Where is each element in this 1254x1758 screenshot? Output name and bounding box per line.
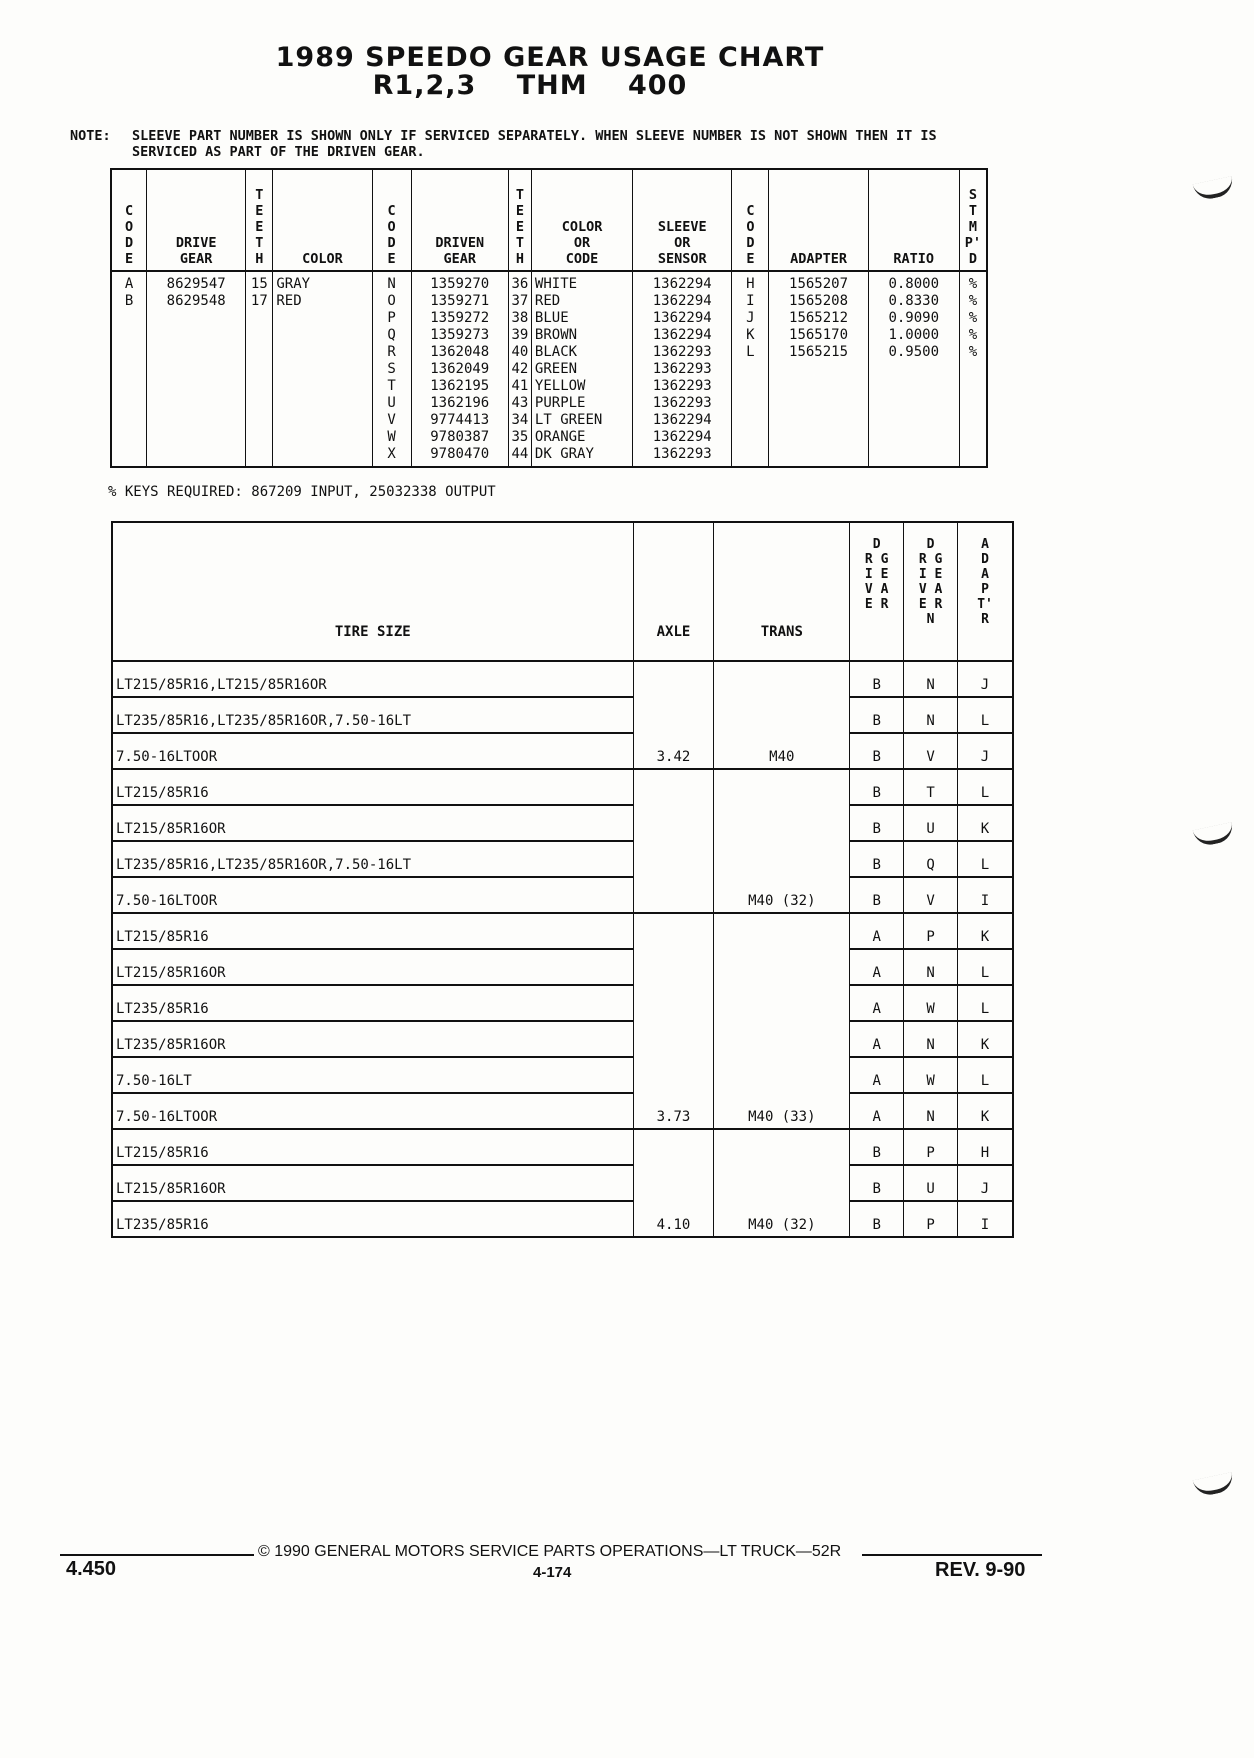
driven-code: V <box>387 412 396 428</box>
tire-size: LT215/85R16,LT215/85R16OR <box>112 661 633 697</box>
table-row <box>112 1165 1013 1201</box>
drive-gear-code: B <box>850 733 904 769</box>
col-trans: TRANS <box>714 522 850 661</box>
col-stmpd: S T M P' D <box>959 169 987 271</box>
driven-gear-number: 9774413 <box>430 412 490 428</box>
driven-gear-code: N <box>904 661 958 697</box>
axle-ratio <box>633 769 714 913</box>
page-subtitle: R1,2,3 THM 400 <box>372 70 688 101</box>
page-number: 4.450 <box>66 1558 117 1580</box>
driven-code: W <box>387 429 396 445</box>
driven-teeth: 43 <box>511 395 529 411</box>
driven-gear-code: V <box>904 877 958 913</box>
driven-teeth: 44 <box>511 446 529 462</box>
driven-gear-number: 1362048 <box>430 344 490 360</box>
driven-gear-code: N <box>904 949 958 985</box>
drive-gear-code: B <box>850 1165 904 1201</box>
drive-color-column <box>273 271 372 467</box>
stamped-mark: % <box>968 327 978 343</box>
driven-gear-code: U <box>904 1165 958 1201</box>
sleeve-number: 1362293 <box>652 361 712 377</box>
adapter-code: I <box>746 293 755 309</box>
adapter-code: H <box>958 1129 1013 1165</box>
adapter-code: K <box>958 1093 1013 1129</box>
tire-size: 7.50-16LTOOR <box>112 733 633 769</box>
table-row <box>112 841 1013 877</box>
driven-gear-number: 1359272 <box>430 310 490 326</box>
footer-rule-right <box>862 1554 1042 1556</box>
col-code2: C O D E <box>372 169 411 271</box>
col-adapter: A D A P T' R <box>958 522 1013 661</box>
drive-gear-code: B <box>850 769 904 805</box>
drive-teeth-column <box>246 271 273 467</box>
driven-teeth: 34 <box>511 412 529 428</box>
col-tire-size: TIRE SIZE <box>112 522 633 661</box>
driven-color: ORANGE <box>534 429 586 445</box>
col-teeth2: T E E T H <box>508 169 531 271</box>
drive-color: RED <box>276 293 302 309</box>
tire-size: LT235/85R16,LT235/85R16OR,7.50-16LT <box>112 841 633 877</box>
adapter-code: L <box>746 344 755 360</box>
driven-color: RED <box>534 293 561 309</box>
col-driven-gear: DRIVEN GEAR <box>411 169 508 271</box>
drive-teeth: 17 <box>250 293 268 309</box>
col-drive-gear: DRIVE GEAR <box>147 169 246 271</box>
adapter-number: 1565170 <box>789 327 849 343</box>
drive-gear-code: A <box>850 985 904 1021</box>
tire-size: 7.50-16LTOOR <box>112 1093 633 1129</box>
adapter-code: J <box>958 1165 1013 1201</box>
driven-gear-code: N <box>904 697 958 733</box>
drive-gear-code: A <box>850 1093 904 1129</box>
driven-code: R <box>387 344 396 360</box>
driven-teeth: 36 <box>511 276 529 292</box>
driven-teeth: 39 <box>511 327 529 343</box>
transmission: M40 <box>714 661 850 769</box>
drive-gear-code: A <box>850 1057 904 1093</box>
driven-gear-number: 1359270 <box>430 276 490 292</box>
ratio-value: 0.8000 <box>888 276 940 292</box>
col-color-code: COLOR OR CODE <box>531 169 632 271</box>
transmission: M40 (32) <box>714 769 850 913</box>
driven-code: U <box>387 395 396 411</box>
table-row <box>112 1093 1013 1129</box>
adapter-code: J <box>958 661 1013 697</box>
driven-gear-number: 1359273 <box>430 327 490 343</box>
table-row <box>112 1057 1013 1093</box>
driven-code: Q <box>387 327 396 343</box>
drive-color: GRAY <box>276 276 311 292</box>
driven-gear-column <box>411 271 508 467</box>
drive-gear-number: 8629547 <box>166 276 226 292</box>
driven-teeth: 42 <box>511 361 529 377</box>
driven-color: BLACK <box>534 344 578 360</box>
table-row <box>112 949 1013 985</box>
adapter-code: J <box>746 310 755 326</box>
note-line2: SERVICED AS PART OF THE DRIVEN GEAR. <box>132 144 425 160</box>
ratio-value: 0.9500 <box>888 344 940 360</box>
binder-hole-mark <box>1193 822 1236 848</box>
adapter-number: 1565212 <box>789 310 849 326</box>
table-row <box>112 661 1013 697</box>
driven-gear-code: P <box>904 1201 958 1237</box>
col-color: COLOR <box>273 169 372 271</box>
driven-color: LT GREEN <box>534 412 603 428</box>
drive-teeth: 15 <box>250 276 268 292</box>
table-row <box>112 985 1013 1021</box>
table-row <box>112 913 1013 949</box>
adapter-column <box>769 271 868 467</box>
note-line1: SLEEVE PART NUMBER IS SHOWN ONLY IF SERVICED SEPARATELY. WHEN SLEEVE NUMBER IS NOT SHOWN THEN IT IS <box>132 128 937 144</box>
col-drive-gear: D R G I E V A E R <box>850 522 904 661</box>
adapter-code: H <box>746 276 755 292</box>
tire-size: LT215/85R16OR <box>112 805 633 841</box>
driven-teeth-column <box>508 271 531 467</box>
driven-color: WHITE <box>534 276 578 292</box>
driven-gear-code: U <box>904 805 958 841</box>
col-axle: AXLE <box>633 522 714 661</box>
drive-gear-code: A <box>850 913 904 949</box>
page-title: 1989 SPEEDO GEAR USAGE CHART <box>275 42 825 73</box>
drive-gear-code: B <box>850 661 904 697</box>
page-index: 4-174 <box>533 1564 572 1581</box>
driven-code-column <box>372 271 411 467</box>
table-row <box>112 697 1013 733</box>
adapter-code: L <box>958 841 1013 877</box>
copyright: © 1990 GENERAL MOTORS SERVICE PARTS OPERATIONS—LT TRUCK—52R <box>258 1543 842 1560</box>
adapter-code: L <box>958 949 1013 985</box>
driven-color: BLUE <box>534 310 569 326</box>
tire-size: LT215/85R16 <box>112 1129 633 1165</box>
table-row <box>112 877 1013 913</box>
transmission: M40 (32) <box>714 1129 850 1237</box>
tire-size: LT235/85R16 <box>112 985 633 1021</box>
table-row <box>112 1129 1013 1165</box>
col-sleeve: SLEEVE OR SENSOR <box>633 169 732 271</box>
driven-gear-number: 1359271 <box>430 293 490 309</box>
sleeve-number: 1362293 <box>652 446 712 462</box>
sleeve-column <box>633 271 732 467</box>
driven-code: S <box>387 361 396 377</box>
tire-size: LT235/85R16 <box>112 1201 633 1237</box>
tire-size: LT215/85R16 <box>112 769 633 805</box>
drive-gear-code: A <box>850 949 904 985</box>
table-row <box>112 1201 1013 1237</box>
driven-color: BROWN <box>534 327 578 343</box>
gear-table-body <box>111 271 987 467</box>
footer-rule-left <box>60 1554 250 1556</box>
tire-size: LT235/85R16,LT235/85R16OR,7.50-16LT <box>112 697 633 733</box>
adapter-code: K <box>958 1021 1013 1057</box>
sleeve-number: 1362294 <box>652 276 712 292</box>
adapter-code: K <box>958 805 1013 841</box>
driven-gear-code: T <box>904 769 958 805</box>
table-row <box>112 1021 1013 1057</box>
stamped-mark: % <box>968 293 978 309</box>
sleeve-note <box>70 128 937 160</box>
adapter-code: L <box>958 697 1013 733</box>
table-row <box>112 733 1013 769</box>
tire-size: LT235/85R16OR <box>112 1021 633 1057</box>
drive-code: A <box>124 276 134 292</box>
drive-gear-code: B <box>850 1201 904 1237</box>
ratio-value: 0.8330 <box>888 293 940 309</box>
driven-code: O <box>387 293 396 309</box>
driven-gear-code: W <box>904 985 958 1021</box>
drive-gear-code: B <box>850 841 904 877</box>
adapter-code-column <box>732 271 769 467</box>
driven-gear-number: 1362049 <box>430 361 490 377</box>
sleeve-number: 1362294 <box>652 293 712 309</box>
stamped-mark: % <box>968 344 978 360</box>
adapter-code: J <box>958 733 1013 769</box>
drive-gear-code: B <box>850 1129 904 1165</box>
sleeve-number: 1362294 <box>652 429 712 445</box>
ratio-column <box>868 271 959 467</box>
driven-gear-code: N <box>904 1093 958 1129</box>
transmission: M40 (33) <box>714 913 850 1129</box>
stamped-mark: % <box>968 310 978 326</box>
ratio-value: 1.0000 <box>888 327 940 343</box>
driven-code: T <box>387 378 396 394</box>
driven-gear-number: 9780387 <box>430 429 490 445</box>
binder-hole-mark <box>1193 1472 1236 1498</box>
sleeve-number: 1362293 <box>652 395 712 411</box>
sleeve-number: 1362294 <box>652 412 712 428</box>
drive-gear-number: 8629548 <box>166 293 226 309</box>
axle-ratio: 4.10 <box>633 1129 714 1237</box>
driven-gear-code: Q <box>904 841 958 877</box>
col-code: C O D E <box>111 169 147 271</box>
driven-gear-code: P <box>904 1129 958 1165</box>
driven-gear-number: 1362195 <box>430 378 490 394</box>
sleeve-number: 1362294 <box>652 310 712 326</box>
tire-table-body <box>112 661 1013 1237</box>
drive-gear-code: B <box>850 697 904 733</box>
tire-size: 7.50-16LTOOR <box>112 877 633 913</box>
binder-hole-mark <box>1193 176 1236 202</box>
adapter-code: L <box>958 985 1013 1021</box>
drive-gear-code: B <box>850 877 904 913</box>
adapter-code: L <box>958 769 1013 805</box>
driven-teeth: 40 <box>511 344 529 360</box>
driven-color: PURPLE <box>534 395 586 411</box>
drive-gear-code: A <box>850 1021 904 1057</box>
driven-gear-code: P <box>904 913 958 949</box>
drive-gear-column <box>147 271 246 467</box>
col-adapter: ADAPTER <box>769 169 868 271</box>
note-label: NOTE: <box>70 128 111 144</box>
driven-gear-code: N <box>904 1021 958 1057</box>
driven-code: P <box>387 310 396 326</box>
driven-gear-code: W <box>904 1057 958 1093</box>
driven-teeth: 38 <box>511 310 529 326</box>
driven-gear-number: 1362196 <box>430 395 490 411</box>
revision: REV. 9-90 <box>935 1559 1026 1581</box>
tire-size: LT215/85R16OR <box>112 1165 633 1201</box>
sleeve-number: 1362293 <box>652 344 712 360</box>
table-row <box>112 769 1013 805</box>
tire-usage-table <box>111 521 1014 1238</box>
speedo-gear-table <box>110 168 988 468</box>
col-teeth: T E E T H <box>246 169 273 271</box>
driven-code: X <box>387 446 396 462</box>
driven-color: GREEN <box>534 361 578 377</box>
col-driven-gear: D R G I E V A E R N <box>904 522 958 661</box>
tire-size: 7.50-16LT <box>112 1057 633 1093</box>
col-code3: C O D E <box>732 169 769 271</box>
axle-ratio: 3.73 <box>633 913 714 1129</box>
adapter-code: K <box>746 327 755 343</box>
axle-ratio: 3.42 <box>633 661 714 769</box>
col-ratio: RATIO <box>868 169 959 271</box>
adapter-code: K <box>958 913 1013 949</box>
driven-color-column <box>531 271 632 467</box>
driven-gear-code: V <box>904 733 958 769</box>
adapter-code: I <box>958 877 1013 913</box>
sleeve-number: 1362293 <box>652 378 712 394</box>
driven-gear-number: 9780470 <box>430 446 490 462</box>
drive-gear-code: B <box>850 805 904 841</box>
stamped-column <box>959 271 987 467</box>
tire-size: LT215/85R16 <box>112 913 633 949</box>
driven-color: DK GRAY <box>534 446 594 462</box>
adapter-code: I <box>958 1201 1013 1237</box>
sleeve-number: 1362294 <box>652 327 712 343</box>
driven-code: N <box>387 276 396 292</box>
drive-code: B <box>124 293 134 309</box>
driven-color: YELLOW <box>534 378 586 394</box>
stamped-mark: % <box>968 276 978 292</box>
adapter-number: 1565215 <box>789 344 849 360</box>
ratio-value: 0.9090 <box>888 310 940 326</box>
driven-teeth: 35 <box>511 429 529 445</box>
keys-note: % KEYS REQUIRED: 867209 INPUT, 25032338 OUTPUT <box>108 484 496 500</box>
table-row <box>112 805 1013 841</box>
tire-size: LT215/85R16OR <box>112 949 633 985</box>
driven-teeth: 41 <box>511 378 529 394</box>
driven-teeth: 37 <box>511 293 529 309</box>
adapter-number: 1565207 <box>789 276 849 292</box>
adapter-code: L <box>958 1057 1013 1093</box>
drive-code-column <box>111 271 147 467</box>
adapter-number: 1565208 <box>789 293 849 309</box>
